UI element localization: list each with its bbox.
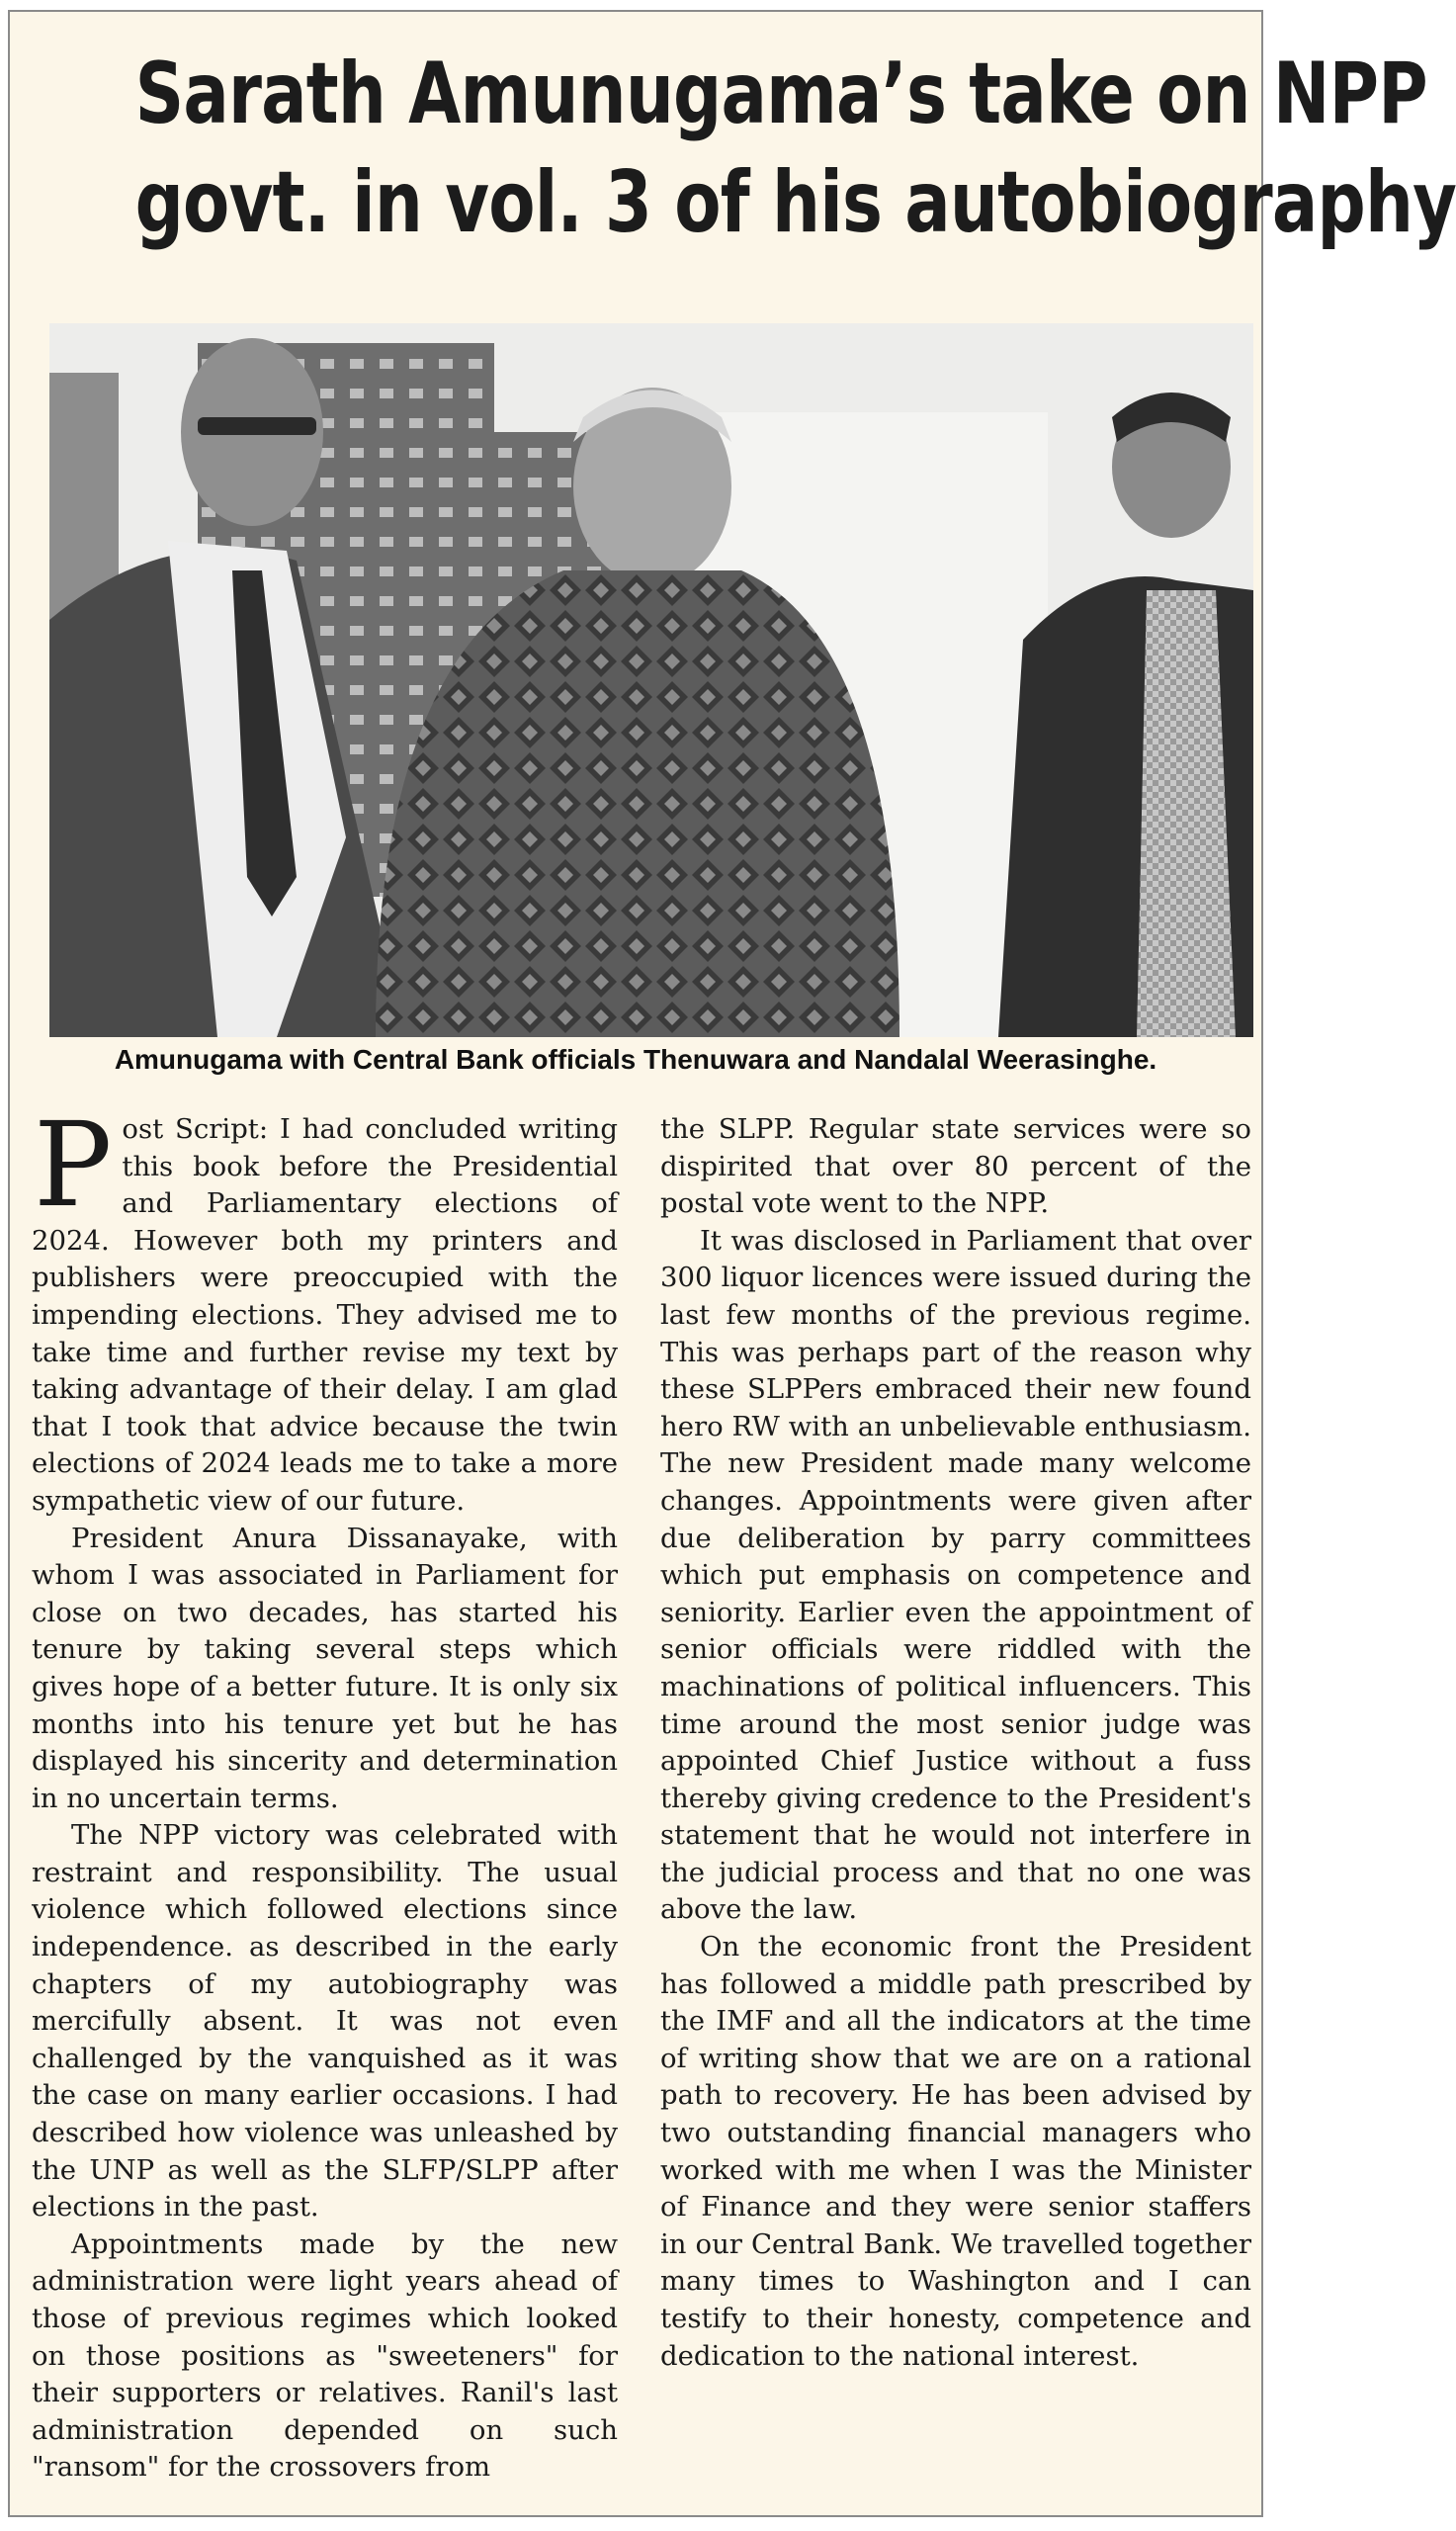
paragraph: President Anura Dissanayake, with whom I was associated in Parliament for close on two decades, has started his tenure by taking several steps which gives hope of a better future. It is only six months into his tenure yet but he has displayed his sincerity and determination in no uncertain terms. — [32, 1522, 618, 1814]
paragraph: the SLPP. Regular state services were so dispirited that over 80 percent of the postal vote went to the NPP. — [660, 1113, 1251, 1220]
headline — [134, 40, 1456, 257]
paragraph: On the economic front the President has followed a middle path prescribed by the IMF and all the indicators at the time of writing show that we are on a rational path to recovery. He has been advised by two outstanding financial managers who worked with me when I was the Minister of Finance and they were senior staffers in our Central Bank. We travelled together many times to Washington and I can testify to their honesty, competence and dedication to the national interest. — [660, 1931, 1251, 2372]
news-photo — [49, 323, 1253, 1037]
paragraph-text: ost Script: I had concluded writing this book before the Presidential and Parliamentary elections of 2024. However both my printers and publishers were preoccupied with the impending elections. They advised me to take time and further revise my text by taking advantage of their delay. I am glad that I took that advice because the twin elections of 2024 leads me to take a more sympathetic view of our future. — [32, 1113, 618, 1517]
newspaper-clipping — [8, 10, 1456, 2517]
photo-caption: Amunugama with Central Bank officials Thenuwara and Nandalal Weerasinghe. — [114, 1044, 1157, 1075]
photo-illustration — [49, 323, 1253, 1037]
article-column-left — [32, 1096, 618, 2487]
paragraph — [32, 1096, 618, 1521]
headline-line-1: Sarath Amunugama’s take on NPP — [134, 44, 1427, 143]
drop-cap: P — [34, 1096, 113, 1233]
headline-line-2: govt. in vol. 3 of his autobiography — [134, 153, 1456, 252]
paragraph: It was disclosed in Parliament that over 300 liquor licences were issued during the last few months of the previous regime. This was perhaps part of the reason why these SLPPers embraced their new found hero RW with an unbelievable enthusiasm. The new President made many welcome changes. Appointments were given after due deliberation by parry committees which put emphasis on competence and seniority. Earlier even the appointment of senior officials were riddled with the machinations of political influencers. This time around the most senior judge was appointed Chief Justice without a fuss thereby giving credence to the President's statement that he would not interfere in the judicial process and that no one was above the law. — [660, 1224, 1251, 1926]
paragraph: Appointments made by the new administration were light years ahead of those of previous regimes which looked on those positions as "sweeteners" for their supporters or relatives. Ranil's last administration depended on such "ransom" for the crossovers from — [32, 2227, 618, 2484]
article-column-right — [660, 1111, 1251, 2375]
paragraph: The NPP victory was celebrated with restraint and responsibility. The usual violence which followed elections since independence. as described in the early chapters of my autobiography was mercifully absent. It was not even challenged by the vanquished as it was the case on many earlier occasions. I had described how violence was unleashed by the UNP as well as the SLFP/SLPP after elections in the past. — [32, 1819, 618, 2224]
